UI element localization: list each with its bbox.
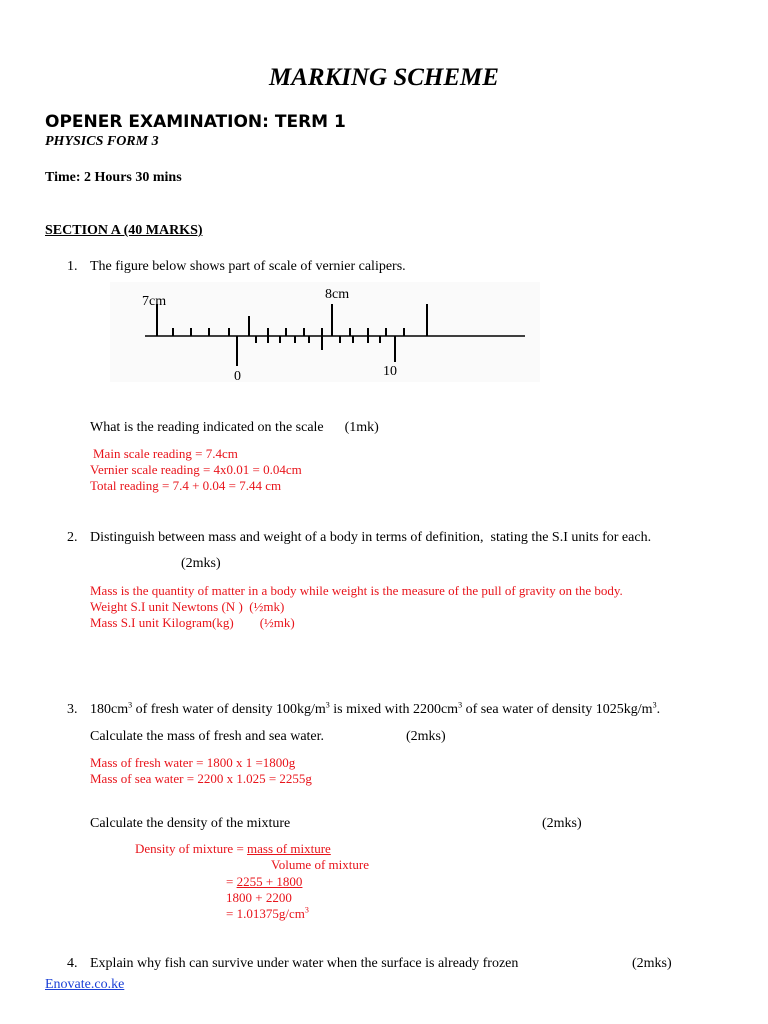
q1-text: The figure below shows part of scale of vernier calipers. [90,259,406,274]
density-formula-denominator: Volume of mixture [271,857,369,872]
density-eq-numerator: = 2255 + 1800 [226,874,303,889]
q2-marks: (2mks) [181,556,221,571]
q1-answer-1: Main scale reading = 7.4cm [93,446,238,461]
q2-answer-1: Mass is the quantity of matter in a body while weight is the measure of the pull of gravity on the body. [90,583,623,598]
q4-text: Explain why fish can survive under water when the surface is already frozen [90,956,519,971]
label-7cm: 7cm [142,294,167,309]
q2-number: 2. [67,530,78,545]
q3-part1: Calculate the mass of fresh and sea water. [90,729,325,744]
vernier-figure [110,282,540,382]
q2-answer-2: Weight S.I unit Newtons (N ) (½mk) [90,599,285,614]
q2-text: Distinguish between mass and weight of a body in terms of definition, stating the S.I units for each. [90,530,652,545]
q1-answer-2: Vernier scale reading = 4x0.01 = 0.04cm [90,462,302,477]
label-0: 0 [234,369,241,382]
q1-answer-3: Total reading = 7.4 + 0.04 = 7.44 cm [90,478,282,493]
q4-marks: (2mks) [632,956,672,971]
q2-answer-3: Mass S.I unit Kilogram(kg) (½mk) [90,615,295,630]
exam-time: Time: 2 Hours 30 mins [45,170,182,185]
q3-part1-marks: (2mks) [406,729,446,744]
density-formula: Density of mixture = mass of mixture [135,841,331,856]
q3-part1-answer-1: Mass of fresh water = 1800 x 1 =1800g [90,755,296,770]
q3-part2: Calculate the density of the mixture [90,816,291,831]
exam-heading: OPENER EXAMINATION: TERM 1 [45,112,346,132]
q3-text: $180cm^3$ of fresh water of density $100kg/m^3$ is mixed with $2200cm^3$ of sea water of density $1025kg/m^3$. [90,700,661,717]
section-heading: SECTION A (40 MARKS) [45,223,203,238]
q3-number: 3. [67,702,78,717]
footer-link[interactable]: Enovate.co.ke [45,977,125,992]
q1-question: What is the reading indicated on the scale (1mk) [90,420,379,435]
label-8cm: 8cm [325,287,350,302]
density-eq-result: = $1.01375g/cm^3$ [226,905,309,921]
q3-part2-marks: (2mks) [542,816,582,831]
label-10: 10 [383,364,397,379]
q4-number: 4. [67,956,78,971]
q3-part1-answer-2: Mass of sea water = 2200 x 1.025 = 2255g [90,771,312,786]
q1-number: 1. [67,259,78,274]
density-eq-denominator: 1800 + 2200 [226,890,292,905]
subject-subtitle: PHYSICS FORM 3 [45,134,159,149]
page-title: MARKING SCHEME [269,64,499,91]
